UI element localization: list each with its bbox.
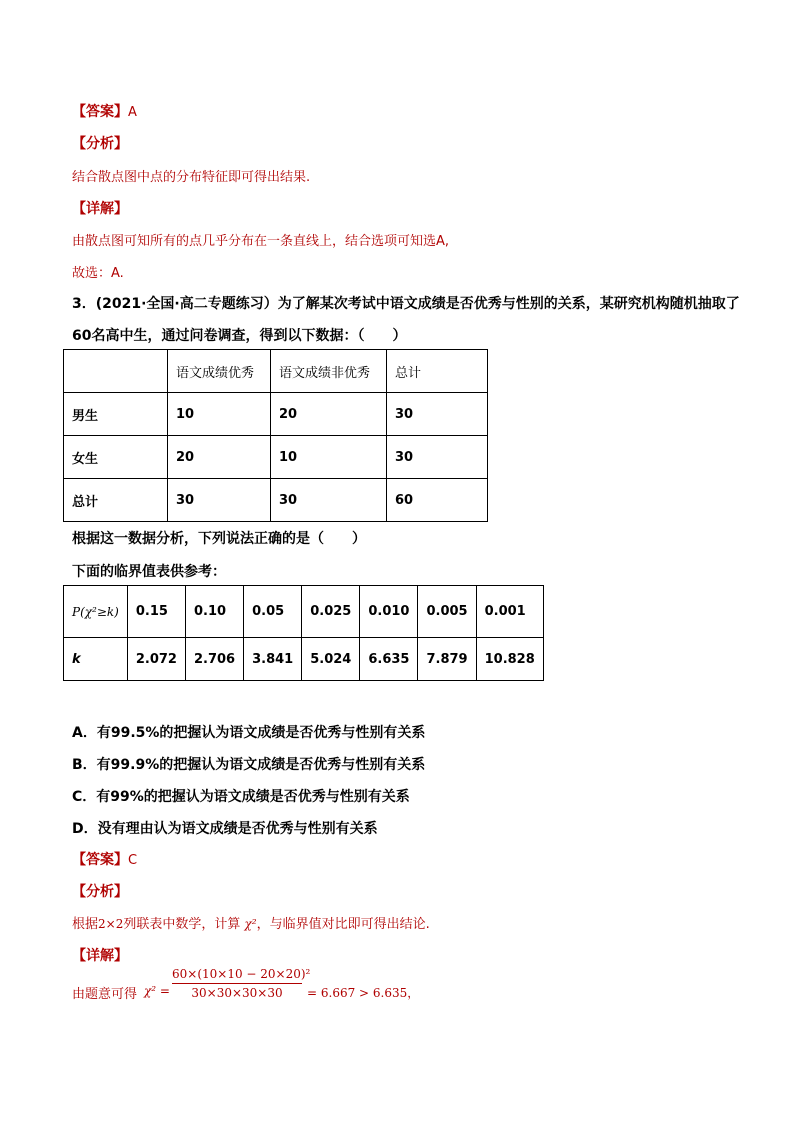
table-cell: 30 — [387, 393, 488, 436]
answer-line-1 — [72, 101, 137, 121]
table-cell: 2.072 — [127, 638, 185, 681]
analysis-text — [72, 913, 430, 932]
table-cell: 0.10 — [185, 586, 243, 638]
table-cell: 3.841 — [244, 638, 302, 681]
table-cell: 30 — [271, 479, 387, 522]
table-cell: 60 — [387, 479, 488, 522]
table-cell: 10 — [168, 393, 271, 436]
row-label: k — [64, 638, 128, 681]
table-cell: 20 — [168, 436, 271, 479]
detail-text-1: 由散点图可知所有的点几乎分布在一条直线上，结合选项可知选A, — [72, 234, 450, 249]
answer-label: 【答案】 — [72, 852, 128, 868]
table-cell: 10.828 — [476, 638, 543, 681]
option-a: A．有99.5%的把握认为语文成绩是否优秀与性别有关系 — [72, 725, 426, 741]
fraction-denominator: 30×30×30×30 — [191, 986, 283, 1000]
table-cell: 7.879 — [418, 638, 476, 681]
fraction — [172, 967, 311, 1000]
analysis-label: 【分析】 — [72, 136, 128, 152]
detail-label: 【详解】 — [72, 201, 128, 217]
table-row — [64, 638, 544, 681]
option-b: B．有99.9%的把握认为语文成绩是否优秀与性别有关系 — [72, 757, 426, 773]
table-header-cell: 总计 — [387, 350, 488, 393]
table-cell: 0.15 — [127, 586, 185, 638]
table-cell: 0.001 — [476, 586, 543, 638]
question-3-line-2: 60名高中生，通过问卷调查，得到以下数据：（ ） — [72, 328, 407, 344]
table-cell: 0.005 — [418, 586, 476, 638]
detail-text-2: 故选：A. — [72, 266, 124, 281]
table-cell: 20 — [271, 393, 387, 436]
table-cell: 6.635 — [360, 638, 418, 681]
analysis-text-part: 列联表中数学，计算 — [123, 917, 241, 932]
row-label: 女生 — [64, 436, 168, 479]
contingency-table — [63, 349, 488, 522]
table-cell: 2.706 — [185, 638, 243, 681]
question-stem: 根据这一数据分析，下列说法正确的是（ ） — [72, 531, 366, 547]
table-row — [64, 479, 488, 522]
option-d: D．没有理由认为语文成绩是否优秀与性别有关系 — [72, 821, 378, 837]
critical-value-table — [63, 585, 544, 681]
analysis-text-part: ，与临界值对比即可得出结论. — [256, 917, 430, 932]
table-cell: 10 — [271, 436, 387, 479]
formula-result: = 6.667 > 6.635， — [307, 986, 420, 1000]
table-row — [64, 393, 488, 436]
table-header-cell: 语文成绩优秀 — [168, 350, 271, 393]
analysis-label: 【分析】 — [72, 884, 128, 900]
formula-2x2: 2×2 — [98, 917, 124, 931]
analysis-text-part: 根据 — [72, 917, 99, 932]
critical-value-intro: 下面的临界值表供参考： — [72, 564, 226, 580]
table-cell: 0.010 — [360, 586, 418, 638]
table-row — [64, 350, 488, 393]
table-row — [64, 586, 544, 638]
table-cell: 30 — [387, 436, 488, 479]
answer-line-2 — [72, 849, 137, 869]
row-label: 男生 — [64, 393, 168, 436]
answer-label: 【答案】 — [72, 104, 128, 120]
chi-square-lhs — [144, 984, 170, 998]
detail-text: 由题意可得 — [72, 987, 138, 1002]
detail-label: 【详解】 — [72, 948, 128, 964]
formula-lhs: χ² = — [144, 984, 170, 998]
table-cell — [64, 350, 168, 393]
row-label: P(χ²≥k) — [64, 586, 128, 638]
row-label: 总计 — [64, 479, 168, 522]
option-c: C．有99%的把握认为语文成绩是否优秀与性别有关系 — [72, 789, 410, 805]
table-cell: 0.05 — [244, 586, 302, 638]
table-cell: 5.024 — [302, 638, 360, 681]
table-row — [64, 436, 488, 479]
answer-value: A — [128, 105, 137, 120]
chi-square-symbol: χ² — [244, 917, 257, 931]
question-3-line-1: 3．(2021·全国·高二专题练习）为了解某次考试中语文成绩是否优秀与性别的关系，某研究机构随机抽取了 — [72, 296, 740, 312]
table-cell: 30 — [168, 479, 271, 522]
table-header-cell: 语文成绩非优秀 — [271, 350, 387, 393]
analysis-text: 结合散点图中点的分布特征即可得出结果. — [72, 170, 311, 185]
table-cell: 0.025 — [302, 586, 360, 638]
answer-value: C — [128, 853, 138, 868]
fraction-numerator: 60×(10×10 − 20×20)² — [172, 967, 302, 984]
